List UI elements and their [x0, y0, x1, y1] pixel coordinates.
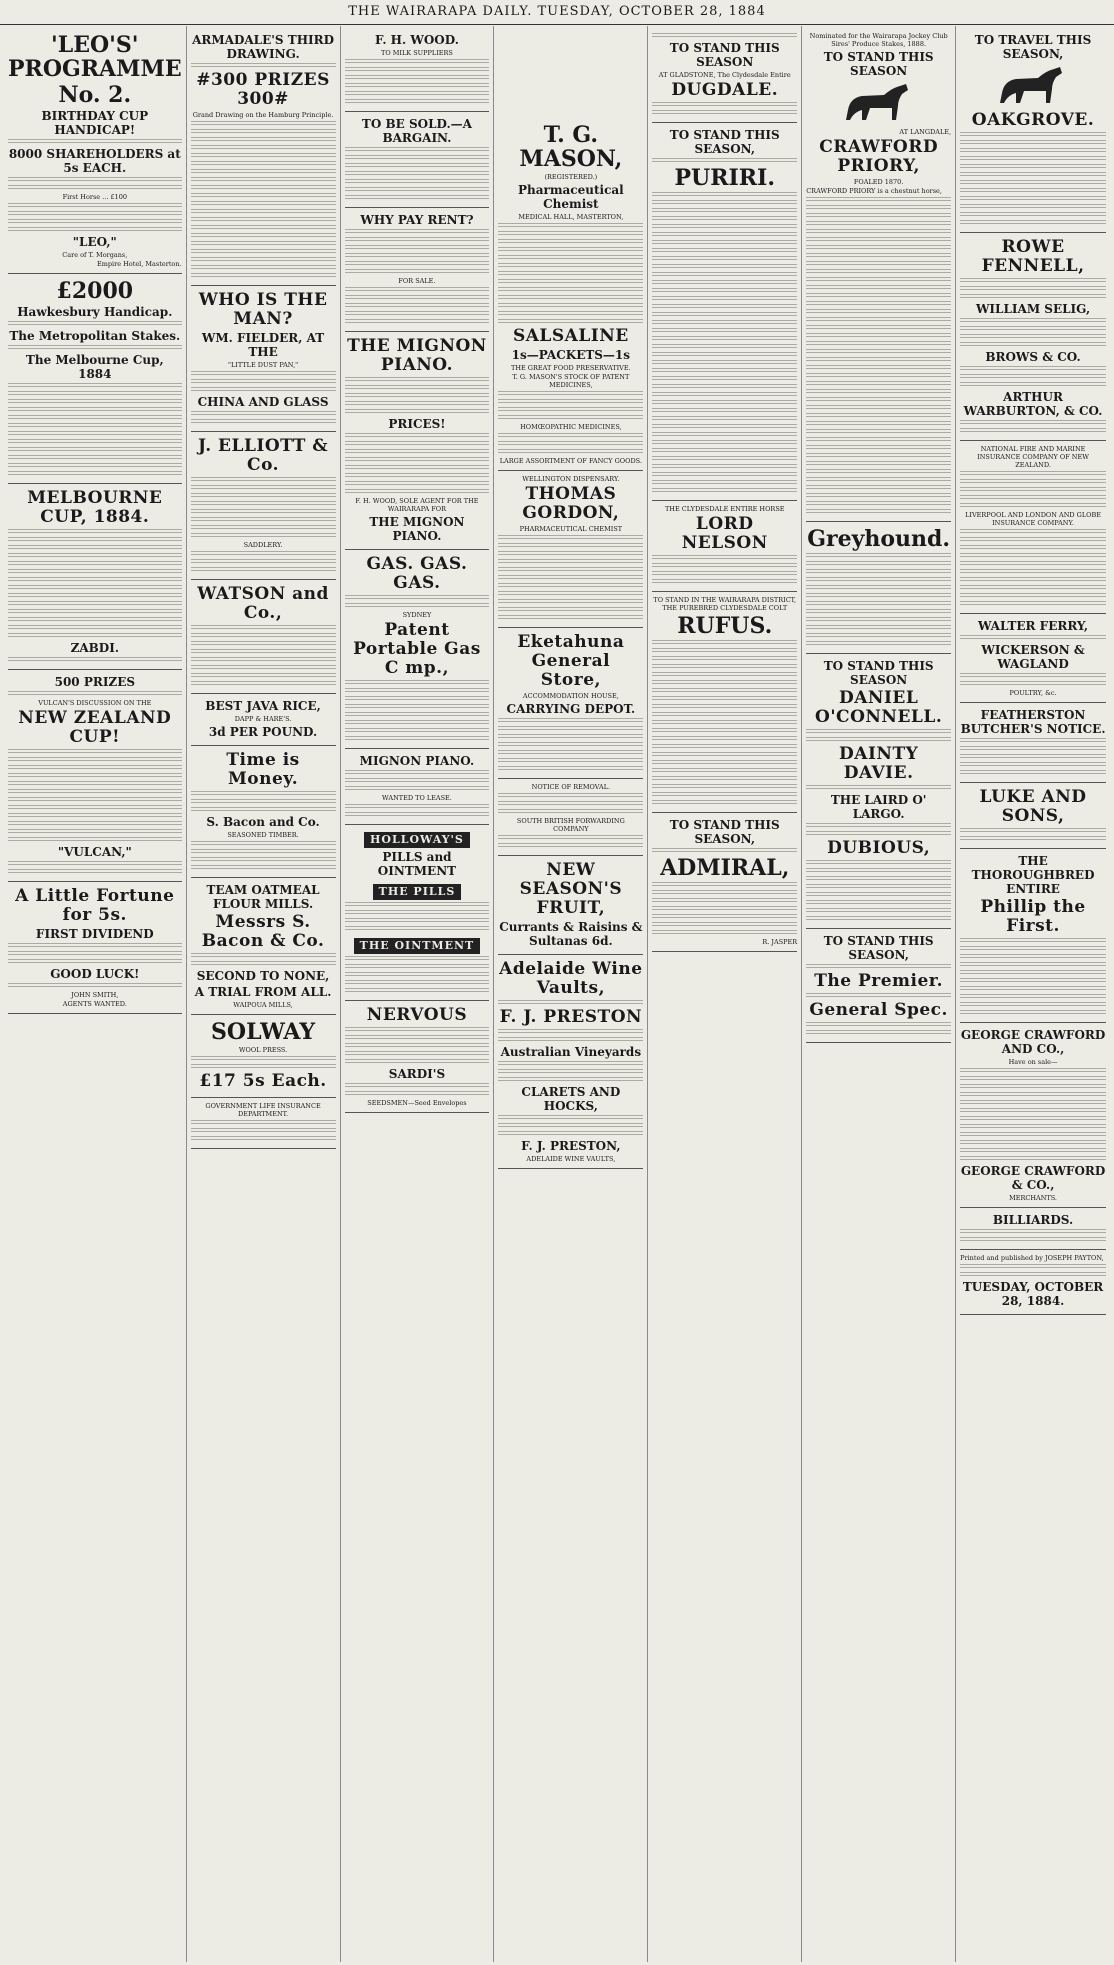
- prices: PRICES!: [388, 417, 446, 431]
- chemist: PHARMACEUTICAL CHEMIST: [519, 525, 623, 533]
- armadale-ad: [191, 28, 336, 286]
- to-stand-4: TO STAND THIS SEASON,: [669, 818, 780, 846]
- solway-ad: [191, 1015, 336, 1098]
- crawford-priory: CRAWFORD PRIORY,: [819, 137, 939, 176]
- tg-mason: T. G. MASON,: [519, 122, 623, 172]
- phillip-ad: [960, 849, 1106, 1023]
- george-crawford: GEORGE CRAWFORD & CO.,: [960, 1164, 1106, 1192]
- new-season: NEW SEASON'S FRUIT,: [519, 860, 623, 918]
- thoroughbred: THE THOROUGHBRED ENTIRE: [971, 854, 1095, 896]
- poultry: POULTRY, &c.: [1009, 689, 1057, 697]
- prizes-300: #300 PRIZES 300#: [196, 70, 330, 109]
- printed-by: Printed and published by JOSEPH PAYTON,: [960, 1254, 1104, 1262]
- registered: (REGISTERED.): [544, 173, 598, 181]
- wickerson: WICKERSON & WAGLAND: [981, 643, 1085, 671]
- oakgrove-ad: [960, 28, 1106, 233]
- crawford-co: GEORGE CRAWFORD AND CO.,: [960, 1028, 1106, 1056]
- little-dust-pan: "LITTLE DUST PAN,": [227, 361, 299, 369]
- admiral: ADMIRAL,: [660, 855, 790, 881]
- crawford-co-ad: [960, 1023, 1106, 1208]
- watson-ad: [191, 580, 336, 694]
- billiards: BILLIARDS.: [992, 1213, 1074, 1227]
- watson: WATSON and Co.,: [197, 584, 329, 623]
- care-of: Care of T. Morgans,: [62, 251, 128, 259]
- national: NATIONAL FIRE AND MARINE INSURANCE COMPANY OF NEW ZEALAND.: [977, 445, 1089, 469]
- mignon-piano-ad: [345, 749, 490, 825]
- zabdi: ZABDI.: [70, 641, 120, 655]
- no2: No. 2.: [58, 82, 132, 108]
- vulcans-discussion: VULCAN'S DISCUSSION ON THE: [38, 699, 152, 707]
- elliott: J. ELLIOTT & Co.: [197, 436, 329, 475]
- packets: 1s—PACKETS—1s: [511, 348, 631, 362]
- hwood: F. H. WOOD.: [375, 33, 459, 47]
- gordon-ad: [498, 471, 643, 628]
- sardi: SARDI'S: [388, 1067, 446, 1081]
- removal-ad: [498, 779, 643, 856]
- foaled: FOALED 1870.: [853, 178, 904, 186]
- price-17: £17 5s Each.: [199, 1071, 327, 1091]
- horse-illustration-2-icon: [994, 63, 1072, 109]
- first-dividend: FIRST DIVIDEND: [35, 927, 154, 941]
- premier-ad: [806, 929, 951, 1043]
- rowe-ad: [960, 233, 1106, 441]
- messrs-bacon: Messrs S. Bacon & Co.: [201, 912, 325, 951]
- daniel-ad: [806, 654, 951, 929]
- fruit-ad: [498, 856, 643, 955]
- bacon: S. Bacon and Co.: [206, 815, 320, 829]
- agents-wanted: AGENTS WANTED.: [62, 1000, 127, 1008]
- watson-agent: F. H. WOOD, SOLE AGENT FOR THE WAIRARAPA FOR: [355, 497, 479, 513]
- fancy-goods: LARGE ASSORTMENT OF FANCY GOODS.: [499, 457, 642, 465]
- currants: Currants & Raisins & Sultanas 6d.: [499, 920, 643, 948]
- to-stand: TO STAND THIS SEASON: [669, 41, 780, 69]
- masthead: THE WAIRARAPA DAILY. TUESDAY, OCTOBER 28, 1884: [0, 0, 1114, 25]
- clarets: CLARETS AND HOCKS,: [521, 1085, 621, 1113]
- langdale: AT LANGDALE,: [899, 128, 952, 136]
- column-1: [4, 26, 187, 1962]
- holloway-ad: [345, 825, 490, 1001]
- clydesdale: THE CLYDESDALE ENTIRE HORSE: [664, 505, 785, 513]
- featherston-ad: [960, 703, 1106, 783]
- gas-ad: [345, 550, 490, 749]
- dugdale: DUGDALE.: [671, 80, 779, 100]
- merchants: MERCHANTS.: [1009, 1194, 1058, 1202]
- great-food: THE GREAT FOOD PRESERVATIVE.: [510, 364, 631, 372]
- grand-drawing: Grand Drawing on the Hamburg Principle.: [192, 111, 334, 119]
- melbourne-cup-ad: [8, 484, 182, 670]
- eketahuna: Eketahuna General Store,: [517, 632, 625, 690]
- armadale: ARMADALE'S THIRD DRAWING.: [192, 33, 335, 61]
- column-3: [341, 26, 495, 1962]
- dispensary: WELLINGTON DISPENSARY.: [522, 475, 620, 483]
- general-spec: General Spec.: [809, 1000, 948, 1020]
- rowe-fennell: ROWE FENNELL,: [981, 237, 1085, 276]
- column-2: [187, 26, 341, 1962]
- thomas-gordon: THOMAS GORDON,: [522, 484, 620, 523]
- milk-suppliers: TO MILK SUPPLIERS: [381, 49, 453, 57]
- to-stand-3: TO STAND THIS SEASON,: [823, 934, 934, 962]
- saddlery: SADDLERY.: [243, 541, 283, 549]
- ointment-banner: THE OINTMENT: [345, 934, 490, 954]
- columns: [4, 26, 1110, 1962]
- premier: The Premier.: [814, 971, 944, 991]
- column-4: [494, 26, 648, 1962]
- elliott-ad: [191, 432, 336, 580]
- horse-illustration-icon: [840, 80, 918, 126]
- walter-ad: [960, 614, 1106, 703]
- lord-nelson: LORD NELSON: [681, 514, 768, 553]
- to-stand-3: TO STAND IN THE WAIRARAPA DISTRICT, THE PUREBRED CLYDESDALE COLT: [653, 596, 797, 612]
- column-5: [648, 26, 802, 1962]
- time-money-ad: [191, 746, 336, 878]
- hawkesbury: Hawkesbury Handicap.: [17, 305, 173, 319]
- australian: Australian Vineyards: [500, 1045, 642, 1059]
- prize-2000: £2000: [56, 278, 134, 304]
- china-glass: CHINA AND GLASS: [197, 395, 329, 409]
- mason-ad: [498, 28, 643, 471]
- column-7: [956, 26, 1110, 1962]
- nz-cup: NEW ZEALAND CUP!: [18, 708, 172, 747]
- dainty: DAINTY DAVIE.: [839, 744, 919, 783]
- fielder-ad: [191, 286, 336, 432]
- rufus: RUFUS.: [677, 613, 773, 639]
- seedsmen: SEEDSMEN—Seed Envelopes: [367, 1099, 467, 1107]
- national-ad: [960, 441, 1106, 614]
- puriri-ad: [652, 123, 797, 501]
- r-jasper: R. JASPER: [762, 938, 798, 946]
- brows: BROWS & CO.: [985, 350, 1081, 364]
- pills-ointment: PILLS and OINTMENT: [377, 850, 457, 878]
- daniel: DANIEL O'CONNELL.: [815, 688, 943, 727]
- wool-press: WOOL PRESS.: [238, 1046, 288, 1054]
- first-horse: First Horse ... £100: [62, 193, 128, 201]
- crawford-priory-ad: [806, 28, 951, 522]
- nervous: NERVOUS: [366, 1005, 468, 1025]
- mignon-ad: [345, 332, 490, 550]
- wanted-lease: WANTED TO LEASE.: [382, 794, 452, 802]
- team-oatmeal: TEAM OATMEAL FLOUR MILLS.: [206, 883, 320, 911]
- vulcan-ad: [8, 670, 182, 882]
- forwarding: SOUTH BRITISH FORWARDING COMPANY: [516, 817, 625, 833]
- melbourne-cup: The Melbourne Cup, 1884: [25, 353, 164, 381]
- prize-2000-ad: [8, 274, 182, 484]
- leo-signature: "LEO,": [72, 235, 117, 249]
- who-is-man: WHO IS THE MAN?: [198, 290, 328, 329]
- time-money: Time is Money.: [226, 750, 300, 789]
- admiral-ad: [652, 813, 797, 952]
- why-pay-rent: WHY PAY RENT?: [360, 213, 474, 227]
- laird: THE LAIRD O' LARGO.: [830, 793, 927, 821]
- leo-title: 'LEO'S' PROGRAMME: [8, 32, 182, 82]
- salsaline: SALSALINE: [512, 326, 629, 346]
- little-fortune: A Little Fortune for 5s.: [15, 886, 175, 925]
- adelaide-ad: [498, 955, 643, 1169]
- nominated: Nominated for the Wairarapa Jockey Club Sires' Produce Stakes, 1888.: [809, 32, 948, 48]
- greyhound-ad: [806, 522, 951, 654]
- wm-fielder: WM. FIELDER, AT THE: [201, 331, 325, 359]
- greyhound: Greyhound.: [807, 526, 951, 552]
- to-stand: TO STAND THIS SEASON: [823, 50, 934, 78]
- featherston: FEATHERSTON BUTCHER'S NOTICE.: [960, 708, 1106, 736]
- column-6: [802, 26, 956, 1962]
- bargain: TO BE SOLD.—A BARGAIN.: [361, 117, 472, 145]
- best-java: BEST JAVA RICE,: [205, 699, 321, 713]
- phillip: Phillip the First.: [980, 897, 1086, 936]
- java-rice-ad: [191, 694, 336, 746]
- preston: F. J. PRESTON: [499, 1007, 643, 1027]
- patent-medicines: T. G. MASON'S STOCK OF PATENT MEDICINES,: [512, 373, 630, 389]
- adelaide: Adelaide Wine Vaults,: [499, 959, 643, 998]
- pharma: Pharmaceutical Chemist: [517, 183, 624, 211]
- birthday-cup: BIRTHDAY CUP HANDICAP!: [41, 109, 149, 137]
- preston-2: F. J. PRESTON,: [521, 1139, 621, 1153]
- mignon-2: THE MIGNON PIANO.: [369, 515, 465, 543]
- to-stand-2: TO STAND THIS SEASON: [823, 659, 934, 687]
- rufus-ad: [652, 592, 797, 813]
- nervous-ad: [345, 1001, 490, 1113]
- sydney: SYDNEY: [402, 611, 432, 619]
- accommodation: ACCOMMODATION HOUSE,: [522, 692, 619, 700]
- mignon: THE MIGNON PIANO.: [347, 336, 487, 375]
- walter-ferry: WALTER FERRY,: [977, 619, 1089, 633]
- william-selig: WILLIAM SELIG,: [975, 302, 1091, 316]
- solway: SOLWAY: [211, 1019, 316, 1045]
- insurance-ad: [191, 1098, 336, 1149]
- john-smith: JOHN SMITH,: [71, 991, 119, 999]
- patent-gas: Patent Portable Gas C mp.,: [353, 620, 481, 678]
- empire-hotel: Empire Hotel, Masterton.: [96, 260, 182, 268]
- little-fortune-ad: [8, 882, 182, 1014]
- luke-sons: LUKE AND SONS,: [979, 787, 1087, 826]
- prizes-500: 500 PRIZES: [54, 675, 136, 689]
- imprint: [960, 1250, 1106, 1315]
- oatmeal-ad: [191, 878, 336, 1015]
- vulcan: "VULCAN,": [57, 845, 132, 859]
- leo-programme-ad: [8, 28, 182, 274]
- price-3d: 3d PER POUND.: [208, 725, 318, 739]
- puriri: PURIRI.: [674, 165, 776, 191]
- insurance: GOVERNMENT LIFE INSURANCE DEPARTMENT.: [205, 1102, 321, 1118]
- for-sale: FOR SALE.: [398, 277, 436, 285]
- second-none: SECOND TO NONE,: [196, 969, 330, 983]
- vaults: ADELAIDE WINE VAULTS,: [526, 1155, 616, 1163]
- good-luck: GOOD LUCK!: [50, 967, 140, 981]
- have-on-sale: Have on sale—: [1008, 1058, 1058, 1066]
- billiards-ad: [960, 1208, 1106, 1250]
- dubious: DUBIOUS,: [827, 838, 931, 858]
- gas: GAS. GAS. GAS.: [366, 554, 468, 593]
- bargain-ad: [345, 112, 490, 208]
- dapp-hare: DAPP & HARE'S.: [234, 715, 292, 723]
- arthur-warburton: ARTHUR WARBURTON, & CO.: [963, 390, 1103, 418]
- holloways-banner: HOLLOWAY'S: [345, 828, 490, 848]
- metropolitan: The Metropolitan Stakes.: [9, 329, 181, 343]
- melbourne-cup-heading: MELBOURNE CUP, 1884.: [27, 488, 163, 527]
- homoeopathic: HOMŒOPATHIC MEDICINES,: [520, 423, 622, 431]
- carrying: CARRYING DEPOT.: [506, 702, 636, 716]
- gladstone: AT GLADSTONE, The Clydesdale Entire: [658, 71, 791, 79]
- rent-ad: [345, 208, 490, 332]
- liverpool: LIVERPOOL AND LONDON AND GLOBE INSURANCE COMPANY.: [965, 511, 1102, 527]
- dugdale-ad: [652, 28, 797, 123]
- medical-hall: MEDICAL HALL, MASTERTON,: [518, 213, 624, 221]
- removal: NOTICE OF REMOVAL.: [531, 783, 611, 791]
- trial: A TRIAL FROM ALL.: [194, 985, 332, 999]
- oakgrove: OAKGROVE.: [971, 110, 1095, 130]
- crawford-text: CRAWFORD PRIORY is a chestnut horse,: [806, 187, 942, 195]
- mignon-3: MIGNON PIANO.: [359, 754, 475, 768]
- seasoned-timber: SEASONED TIMBER.: [227, 831, 299, 839]
- eketahuna-ad: [498, 628, 643, 779]
- to-stand-2: TO STAND THIS SEASON,: [669, 128, 780, 156]
- issue-date: TUESDAY, OCTOBER 28, 1884.: [962, 1280, 1104, 1308]
- shareholders: 8000 SHAREHOLDERS at 5s EACH.: [8, 147, 181, 175]
- milk-ad: [345, 28, 490, 112]
- lord-nelson-ad: [652, 501, 797, 592]
- the-pills-banner: THE PILLS: [345, 880, 490, 900]
- waipoua-mills: WAIPOUA MILLS,: [233, 1001, 293, 1009]
- luke-ad: [960, 783, 1106, 849]
- to-travel: TO TRAVEL THIS SEASON,: [974, 33, 1092, 61]
